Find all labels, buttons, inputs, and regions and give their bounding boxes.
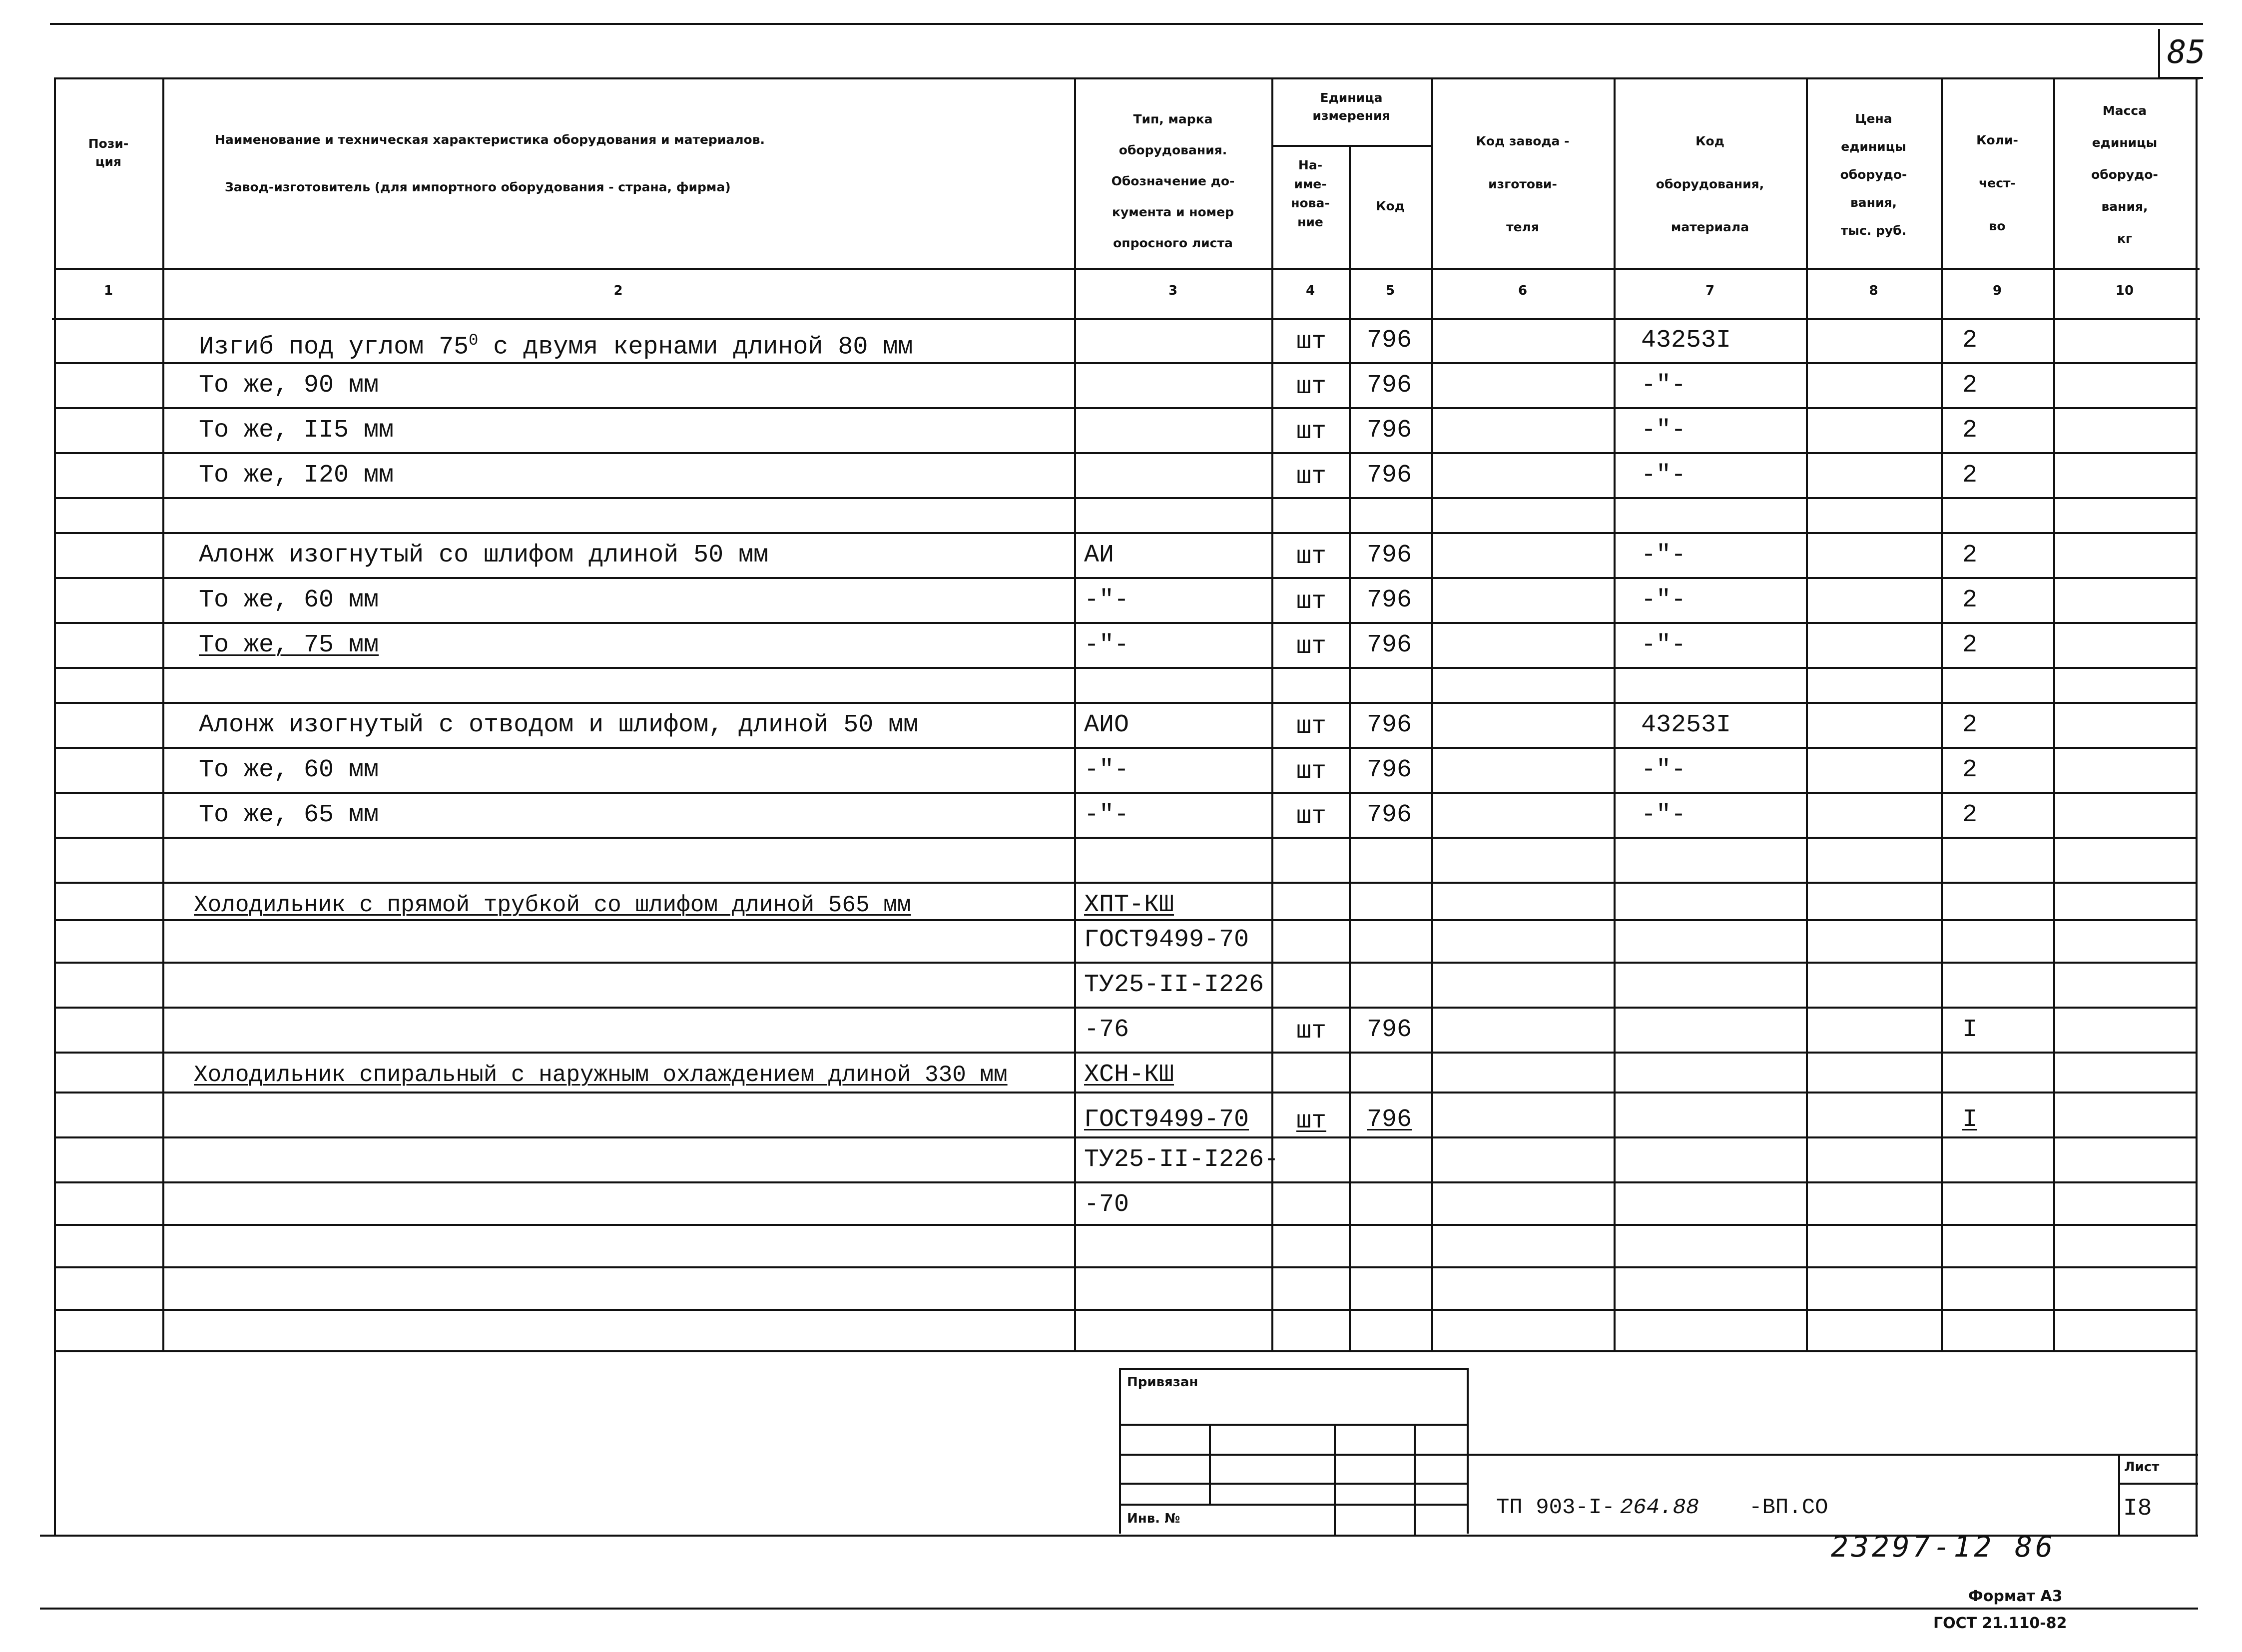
row-3-name: То же, II5 мм xyxy=(199,416,394,445)
colnum-3: 3 xyxy=(1168,283,1178,298)
row-4-unit-code: 796 xyxy=(1367,461,1412,490)
row-line-9 xyxy=(54,702,2197,704)
header-mass: Масса единицы оборудо- вания, кг xyxy=(2091,103,2158,246)
header-name-line1: Наименование и техническая характеристика оборудования и материалов. xyxy=(215,132,765,147)
colnum-7: 7 xyxy=(1705,283,1715,298)
cooler1-type-1: ХПТ-КШ xyxy=(1084,891,1174,919)
row-7-unit: шт xyxy=(1296,632,1327,661)
stamp-line-2 xyxy=(1119,1454,1469,1456)
row-10-unit-code: 796 xyxy=(1367,801,1412,829)
cooler2-type-3: ТУ25-II-I226- xyxy=(1084,1145,1279,1174)
row-8-unit: шт xyxy=(1296,712,1327,741)
row-9-unit: шт xyxy=(1296,757,1327,786)
row-line-18 xyxy=(54,1092,2197,1094)
cooler1-name: Холодильник с прямой трубкой со шлифом длиной 565 мм xyxy=(194,892,911,918)
row-6-unit: шт xyxy=(1296,587,1327,616)
row-3-unit-code: 796 xyxy=(1367,416,1412,445)
row-line-15 xyxy=(54,962,2197,964)
row-2-name: То же, 90 мм xyxy=(199,371,379,400)
cooler2-qty: I xyxy=(1962,1105,1978,1134)
row-4-qty: 2 xyxy=(1962,461,1978,490)
stamp-line-1 xyxy=(1119,1424,1469,1426)
sheet-label: Лист xyxy=(2124,1460,2160,1475)
doc-designation: ТП 903-I- 264.88 -ВП.СО xyxy=(1496,1495,1828,1520)
row-8-code: 43253I xyxy=(1641,711,1731,739)
cooler1-type-4: -76 xyxy=(1084,1016,1129,1044)
row-2-unit-code: 796 xyxy=(1367,371,1412,400)
col-divider-2 xyxy=(1074,77,1076,1350)
row-3-unit: шт xyxy=(1296,418,1327,446)
row-9-code: -"- xyxy=(1641,756,1686,784)
row-line-3 xyxy=(54,452,2197,454)
stamp-vline-2 xyxy=(1334,1424,1336,1535)
row-3-code: -"- xyxy=(1641,416,1686,445)
sheet-box-left xyxy=(2118,1454,2120,1535)
row-line-8 xyxy=(54,667,2197,669)
table-top-line xyxy=(54,77,2200,79)
row-3-qty: 2 xyxy=(1962,416,1978,445)
stamp-block xyxy=(1119,1368,1469,1534)
row-10-code: -"- xyxy=(1641,801,1686,829)
header-price: Цена единицы оборудо- вания, тыс. руб. xyxy=(1840,111,1907,238)
cooler1-unit-code: 796 xyxy=(1367,1016,1412,1044)
sheet-number: I8 xyxy=(2123,1495,2152,1522)
cooler1-type-3: ТУ25-II-I226 xyxy=(1084,971,1264,999)
header-unit-group: Единица измерения xyxy=(1312,90,1390,123)
footer-line xyxy=(40,1608,2198,1610)
row-line-16 xyxy=(54,1007,2197,1009)
row-line-7 xyxy=(54,622,2197,624)
row-8-qty: 2 xyxy=(1962,711,1978,739)
cooler2-unit: шт xyxy=(1296,1107,1327,1135)
cooler2-type-2: ГОСТ9499-70 xyxy=(1084,1105,1249,1134)
header-bottom-line xyxy=(54,268,2200,270)
colnum-9: 9 xyxy=(1992,283,2002,298)
header-unit-name: На- име- нова- ние xyxy=(1291,158,1330,229)
row-7-name: То же, 75 мм xyxy=(199,631,379,659)
row-9-type: -"- xyxy=(1084,756,1129,784)
colnum-2: 2 xyxy=(613,283,623,298)
row-2-qty: 2 xyxy=(1962,371,1978,400)
stamp-vline-3 xyxy=(1414,1424,1416,1535)
row-8-type: АИО xyxy=(1084,711,1129,739)
row-6-type: -"- xyxy=(1084,586,1129,614)
row-line-17 xyxy=(54,1052,2197,1054)
col-divider-1 xyxy=(162,77,164,1350)
row-10-unit: шт xyxy=(1296,802,1327,831)
format-label: Формат А3 xyxy=(1968,1588,2063,1605)
page-number-box-left xyxy=(2158,29,2160,77)
header-position: Пози- ция xyxy=(88,136,129,169)
stamp-line-4 xyxy=(1119,1504,1469,1506)
row-9-qty: 2 xyxy=(1962,756,1978,784)
col-divider-5 xyxy=(1431,77,1433,1350)
colnum-8: 8 xyxy=(1869,283,1878,298)
row-8-name: Алонж изогнутый с отводом и шлифом, длиной 50 мм xyxy=(199,711,919,739)
row-6-unit-code: 796 xyxy=(1367,586,1412,614)
colnum-bottom-line xyxy=(52,318,2200,320)
row-10-name: То же, 65 мм xyxy=(199,801,379,829)
row-line-24 xyxy=(54,1350,2197,1352)
row-line-20 xyxy=(54,1181,2197,1183)
colnum-4: 4 xyxy=(1305,283,1315,298)
row-7-code: -"- xyxy=(1641,631,1686,659)
row-7-unit-code: 796 xyxy=(1367,631,1412,659)
col-divider-8 xyxy=(1941,77,1943,1350)
row-5-unit-code: 796 xyxy=(1367,541,1412,569)
row-5-code: -"- xyxy=(1641,541,1686,569)
top-border-line xyxy=(50,23,2203,25)
row-1-code: 43253I xyxy=(1641,326,1731,355)
colnum-1: 1 xyxy=(103,283,113,298)
header-quantity: Коли- чест- во xyxy=(1976,133,2018,233)
row-5-qty: 2 xyxy=(1962,541,1978,569)
doc-block-top xyxy=(1469,1454,2198,1456)
row-line-12 xyxy=(54,837,2197,839)
header-type: Тип, марка оборудования. Обозначение до- кумента и номер опросного листа xyxy=(1111,112,1235,250)
colnum-6: 6 xyxy=(1518,283,1528,298)
row-4-code: -"- xyxy=(1641,461,1686,490)
row-6-qty: 2 xyxy=(1962,586,1978,614)
col-divider-6 xyxy=(1614,77,1616,1350)
stamp-vline-1 xyxy=(1209,1424,1211,1504)
colnum-10: 10 xyxy=(2115,283,2134,298)
row-5-unit: шт xyxy=(1296,543,1327,571)
row-9-unit-code: 796 xyxy=(1367,756,1412,784)
stamp-line-3 xyxy=(1119,1483,1469,1485)
row-line-10 xyxy=(54,747,2197,749)
row-line-5 xyxy=(54,532,2197,534)
row-line-4 xyxy=(54,497,2197,499)
row-line-13 xyxy=(54,882,2197,884)
row-6-code: -"- xyxy=(1641,586,1686,614)
header-factory-code: Код завода - изготови- теля xyxy=(1476,134,1570,234)
row-2-unit: шт xyxy=(1296,373,1327,401)
row-5-type: АИ xyxy=(1084,541,1115,569)
stamp-inv-no: Инв. № xyxy=(1127,1511,1180,1526)
cooler2-unit-code: 796 xyxy=(1367,1105,1412,1134)
row-1-qty: 2 xyxy=(1962,326,1978,355)
row-line-23 xyxy=(54,1309,2197,1311)
sheet-box-divider xyxy=(2118,1483,2198,1485)
row-1-unit-code: 796 xyxy=(1367,326,1412,355)
row-9-name: То же, 60 мм xyxy=(199,756,379,784)
row-5-name: Алонж изогнутый со шлифом длиной 50 мм xyxy=(199,541,769,569)
row-line-21 xyxy=(54,1224,2197,1226)
row-1-unit: шт xyxy=(1296,328,1327,356)
row-7-qty: 2 xyxy=(1962,631,1978,659)
row-2-code: -"- xyxy=(1641,371,1686,400)
cooler2-type-4: -70 xyxy=(1084,1190,1129,1219)
gost-label: ГОСТ 21.110-82 xyxy=(1933,1615,2067,1632)
row-line-6 xyxy=(54,577,2197,579)
row-line-19 xyxy=(54,1136,2197,1138)
row-4-name: То же, I20 мм xyxy=(199,461,394,490)
row-4-unit: шт xyxy=(1296,463,1327,491)
row-line-22 xyxy=(54,1266,2197,1268)
header-unit-code: Код xyxy=(1376,199,1405,213)
cooler2-type-1: ХСН-КШ xyxy=(1084,1061,1174,1089)
row-line-11 xyxy=(54,792,2197,794)
col-divider-4 xyxy=(1349,145,1351,1350)
header-equipment-code: Код оборудования, материала xyxy=(1656,134,1764,234)
row-10-qty: 2 xyxy=(1962,801,1978,829)
table-right-border xyxy=(2196,77,2198,1536)
cooler1-qty: I xyxy=(1962,1016,1978,1044)
archive-number: 23297-12 86 xyxy=(1831,1530,2056,1564)
col-divider-7 xyxy=(1806,77,1808,1350)
row-6-name: То же, 60 мм xyxy=(199,586,379,614)
col-divider-9 xyxy=(2053,77,2055,1350)
header-name-line2: Завод-изготовитель (для импортного оборудования - страна, фирма) xyxy=(225,180,731,194)
page-number-top: 85 xyxy=(2167,34,2206,71)
row-line-2 xyxy=(54,407,2197,409)
row-10-type: -"- xyxy=(1084,801,1129,829)
cooler1-type-2: ГОСТ9499-70 xyxy=(1084,926,1249,954)
row-8-unit-code: 796 xyxy=(1367,711,1412,739)
row-1-name: Изгиб под углом $75^0$ с двумя кернами длиной 80 мм xyxy=(199,331,913,362)
unit-group-divider xyxy=(1271,145,1431,147)
cooler2-name: Холодильник спиральный с наружным охлаждением длиной 330 мм xyxy=(194,1062,1008,1088)
colnum-5: 5 xyxy=(1385,283,1395,298)
stamp-privyazan: Привязан xyxy=(1127,1375,1198,1390)
row-7-type: -"- xyxy=(1084,631,1129,659)
cooler1-unit: шт xyxy=(1296,1017,1327,1046)
